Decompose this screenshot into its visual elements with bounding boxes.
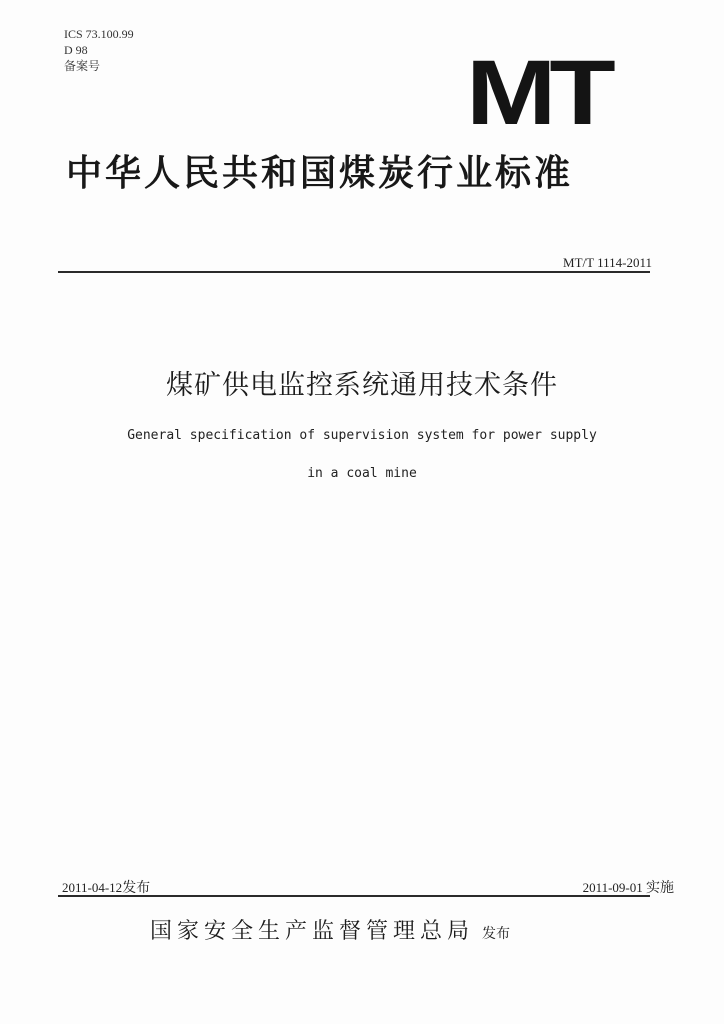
document-title-en-line1: General specification of supervision system for power supply [127,428,597,443]
publisher [150,914,510,945]
record-number-label: 备案号 [64,59,101,73]
header-divider [58,271,650,273]
classification-block [64,26,134,74]
implementation-date [583,877,674,897]
standard-number: MT/T 1114-2011 [563,255,652,270]
mt-logo: MT [466,42,609,144]
implementation-label: 实施 [646,880,674,896]
ics-code: ICS 73.100.99 [64,27,134,41]
class-code: D 98 [64,43,88,57]
footer-divider [58,895,650,897]
document-title-en-line2: in a coal mine [307,466,417,481]
issue-label: 发布 [122,880,151,896]
implementation-date-value: 2011-09-01 [582,880,643,895]
publisher-label: 发布 [482,926,511,942]
issue-date-value: 2011-04-12 [62,880,123,895]
issue-date [62,877,150,897]
issuing-body-title: 中华人民共和国煤炭行业标准 [66,153,574,194]
publisher-name: 国家安全生产监督管理总局 [150,919,475,944]
document-title-cn: 煤矿供电监控系统通用技术条件 [166,370,558,401]
